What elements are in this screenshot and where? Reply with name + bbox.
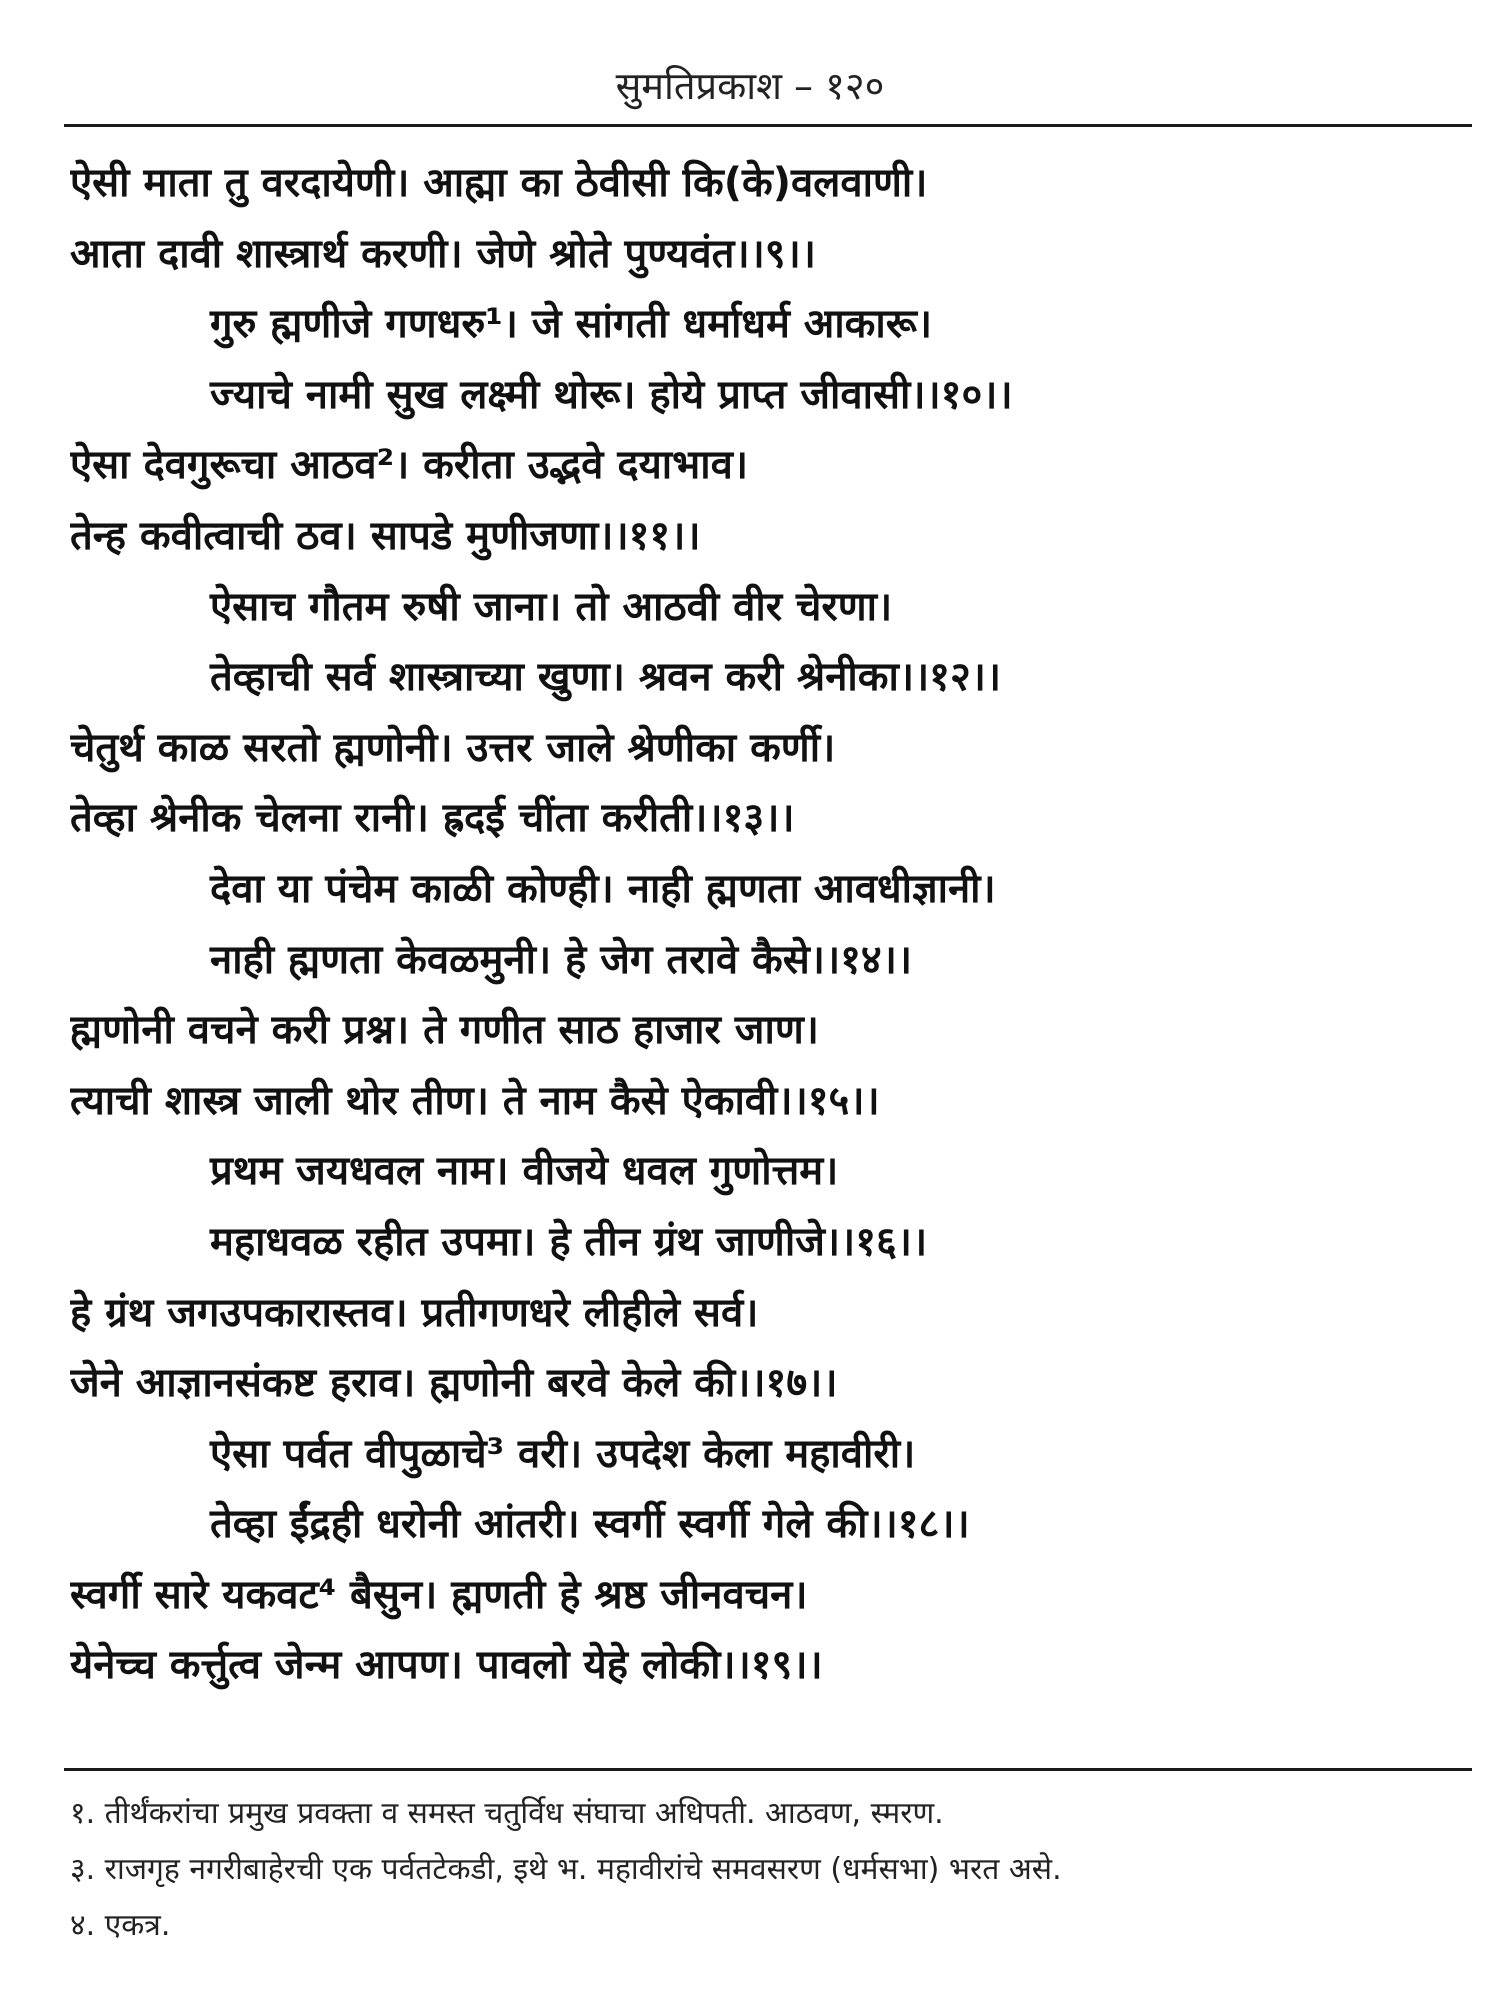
verse-line: नाही ह्मणता केवळमुनी। हे जेग तरावे कैसे।।१४।। [210, 936, 913, 983]
verse-line: तेन्ह कवीत्वाची ठव। सापडे मुणीजणा।।११।। [70, 512, 701, 559]
verse-line: ज्याचे नामी सुख लक्ष्मी थोरू। होये प्राप्त जीवासी।।१०।। [210, 371, 1013, 418]
footnote: ३. राजगृह नगरीबाहेरची एक पर्वतटेकडी, इथे भ. महावीरांचे समवसरण (धर्मसभा) भरत असे. [70, 1852, 1062, 1887]
verse-line: तेव्हा श्रेनीक चेलना रानी। ह्रदई चींता करीती।।१३।। [70, 795, 795, 842]
verse-line: आता दावी शास्त्रार्थ करणी। जेणे श्रोते पुण्यवंत।।९।। [70, 230, 816, 277]
verse-line: हे ग्रंथ जगउपकारास्तव। प्रतीगणधरे लीहीले सर्व। [70, 1289, 759, 1336]
verse-line: येनेच्च कर्त्तुत्व जेन्म आपण। पावलो येहे लोकी।।१९।। [70, 1642, 823, 1689]
verse-line: प्रथम जयधवल नाम। वीजये धवल गुणोत्तम। [210, 1148, 839, 1195]
verse-line: गुरु ह्मणीजे गणधरु¹। जे सांगती धर्माधर्म आकारू। [210, 301, 932, 348]
verse-line: तेव्हा ईंद्रही धरोनी आंतरी। स्वर्गी स्वर्गी गेले की।।१८।। [210, 1501, 970, 1548]
header-divider [64, 124, 1472, 127]
running-header: सुमतिप्रकाश – १२० [615, 64, 885, 108]
verse-line: ह्मणोनी वचने करी प्रश्न। ते गणीत साठ हाजार जाण। [70, 1007, 819, 1054]
footnote-divider [64, 1768, 1472, 1771]
verse-line: तेव्हाची सर्व शास्त्राच्या खुणा। श्रवन करी श्रेनीका।।१२।। [210, 654, 1002, 701]
verse-line: स्वर्गी सारे यकवट⁴ बैसुन। ह्मणती हे श्रष्ठ जीनवचन। [70, 1571, 808, 1618]
verse-line: त्याची शास्त्र जाली थोर तीण। ते नाम कैसे ऐकावी।।१५।। [70, 1077, 880, 1124]
verse-line: ऐसाच गौतम रुषी जाना। तो आठवी वीर चेरणा। [210, 583, 893, 630]
footnote: ४. एकत्र. [70, 1908, 171, 1943]
verse-line: जेने आज्ञानसंकष्ट हराव। ह्मणोनी बरवे केले की।।१७।। [70, 1360, 838, 1407]
footnote: १. तीर्थंकरांचा प्रमुख प्रवक्ता व समस्त चतुर्विध संघाचा अधिपती. आठवण, स्मरण. [70, 1796, 944, 1831]
verse-line: चेतुर्थ काळ सरतो ह्मणोनी। उत्तर जाले श्रेणीका कर्णी। [70, 724, 836, 771]
footnotes [70, 1786, 1470, 1954]
verse-line: महाधवळ रहीत उपमा। हे तीन ग्रंथ जाणीजे।।१६।। [210, 1218, 928, 1265]
verse-line: ऐसा देवगुरूचा आठव²। करीता उद्भवे दयाभाव। [70, 442, 749, 489]
verse-line: देवा या पंचेम काळी कोण्ही। नाही ह्मणता आवधीज्ञानी। [210, 865, 996, 912]
verse-line: ऐसी माता तु वरदायेणी। आह्मा का ठेवीसी कि(के)वलवाणी। [70, 160, 928, 206]
verse-line: ऐसा पर्वत वीपुळाचे³ वरी। उपदेश केला महावीरी। [210, 1430, 916, 1477]
verse-block [70, 148, 1470, 1701]
